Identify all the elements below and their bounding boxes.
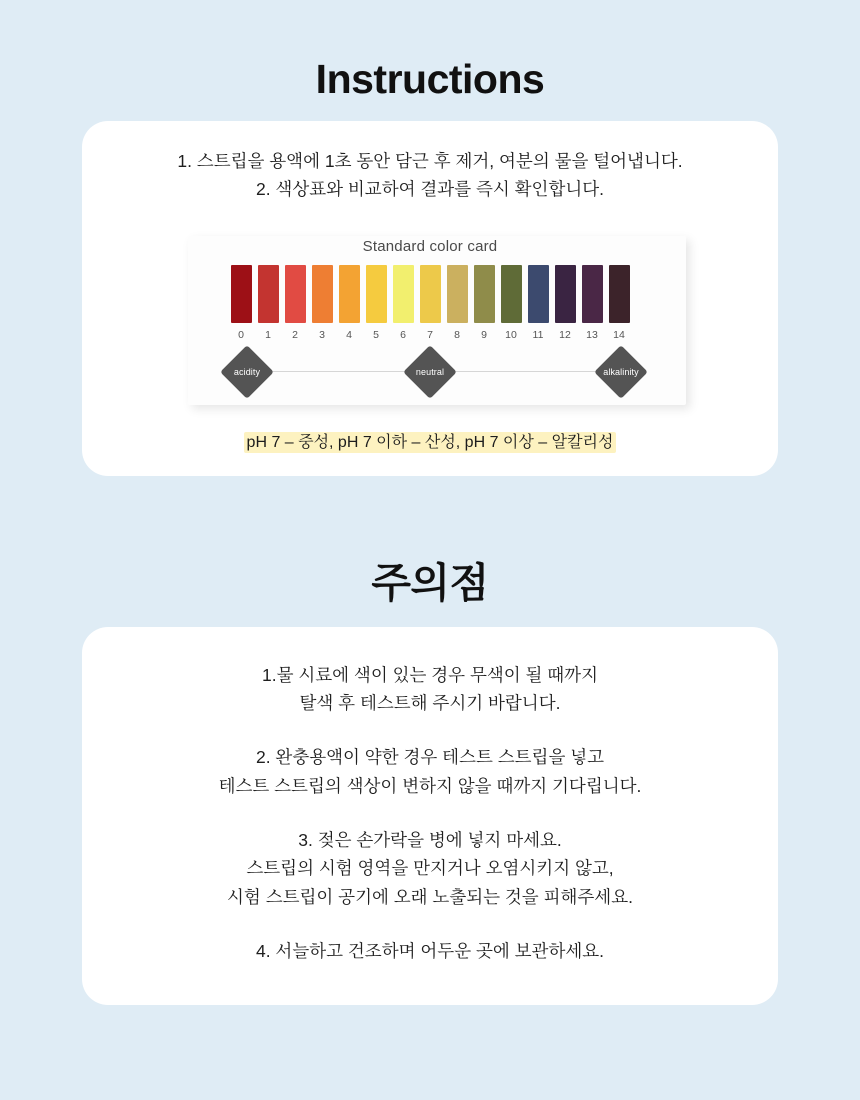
caution-item [106,661,754,718]
caution-item [106,743,754,800]
caution-line: 1.물 시료에 색이 있는 경우 무색이 될 때까지 [261,664,598,685]
ph-tick: 14 [613,328,625,341]
ph-note-text: pH 7 – 중성, pH 7 이하 – 산성, pH 7 이상 – 알칼리성 [244,432,617,453]
color-swatch [501,265,522,323]
color-swatch [258,265,279,323]
ph-scale [214,347,646,399]
color-swatch [366,265,387,323]
standard-color-card [174,222,686,415]
color-swatch [393,265,414,323]
ph-tick: 10 [505,328,517,341]
cautions-card [82,627,778,1006]
page-title: Instructions [315,56,545,102]
color-card-title: Standard color card [362,237,498,255]
color-swatch-row [188,265,672,323]
cautions-title: 주의점 [371,559,489,606]
color-swatch [285,265,306,323]
ph-tick: 4 [346,328,352,341]
color-swatch [420,265,441,323]
caution-item [106,826,754,911]
acidity-marker-label: acidity [233,366,261,377]
color-swatch [231,265,252,323]
color-swatch [474,265,495,323]
alkalinity-marker-label: alkalinity [603,366,639,377]
ph-tick: 13 [586,328,598,341]
ph-tick: 11 [532,328,544,341]
instruction-step: 1. 스트립을 용액에 1초 동안 담근 후 제거, 여분의 물을 털어냅니다. [177,151,683,171]
caution-line: 3. 젖은 손가락을 병에 넣지 마세요. [298,830,562,851]
ph-tick: 7 [427,328,433,341]
ph-tick: 5 [373,328,379,341]
alkalinity-marker [594,345,648,399]
caution-item [106,937,754,965]
caution-line: 테스트 스트립의 색상이 변하지 않을 때까지 기다립니다. [218,775,642,796]
neutral-marker-label: neutral [415,366,445,377]
ph-tick: 8 [454,328,460,341]
color-swatch [555,265,576,323]
color-swatch [312,265,333,323]
ph-tick: 12 [559,328,571,341]
ph-tick: 9 [481,328,487,341]
caution-line: 4. 서늘하고 건조하며 어두운 곳에 보관하세요. [255,941,605,962]
ph-tick: 2 [292,328,298,341]
neutral-marker [403,345,457,399]
instructions-card [82,121,778,476]
acidity-marker [220,345,274,399]
color-swatch [609,265,630,323]
caution-line: 2. 완충용액이 약한 경우 테스트 스트립을 넣고 [255,747,605,768]
color-swatch [528,265,549,323]
ph-tick-row [188,323,672,341]
instruction-steps [106,147,754,204]
ph-tick: 1 [265,328,271,341]
ph-tick: 0 [238,328,244,341]
caution-line: 스트립의 시험 영역을 만지거나 오염시키지 않고, [246,858,614,879]
instruction-step: 2. 색상표와 비교하여 결과를 즉시 확인합니다. [255,179,605,200]
ph-tick: 3 [319,328,325,341]
ph-note [106,429,754,452]
color-swatch [582,265,603,323]
caution-line: 탈색 후 테스트해 주시기 바랍니다. [299,693,561,714]
color-swatch [339,265,360,323]
caution-line: 시험 스트립이 공기에 오래 노출되는 것을 피해주세요. [227,886,633,907]
color-swatch [447,265,468,323]
ph-tick: 6 [400,328,406,341]
